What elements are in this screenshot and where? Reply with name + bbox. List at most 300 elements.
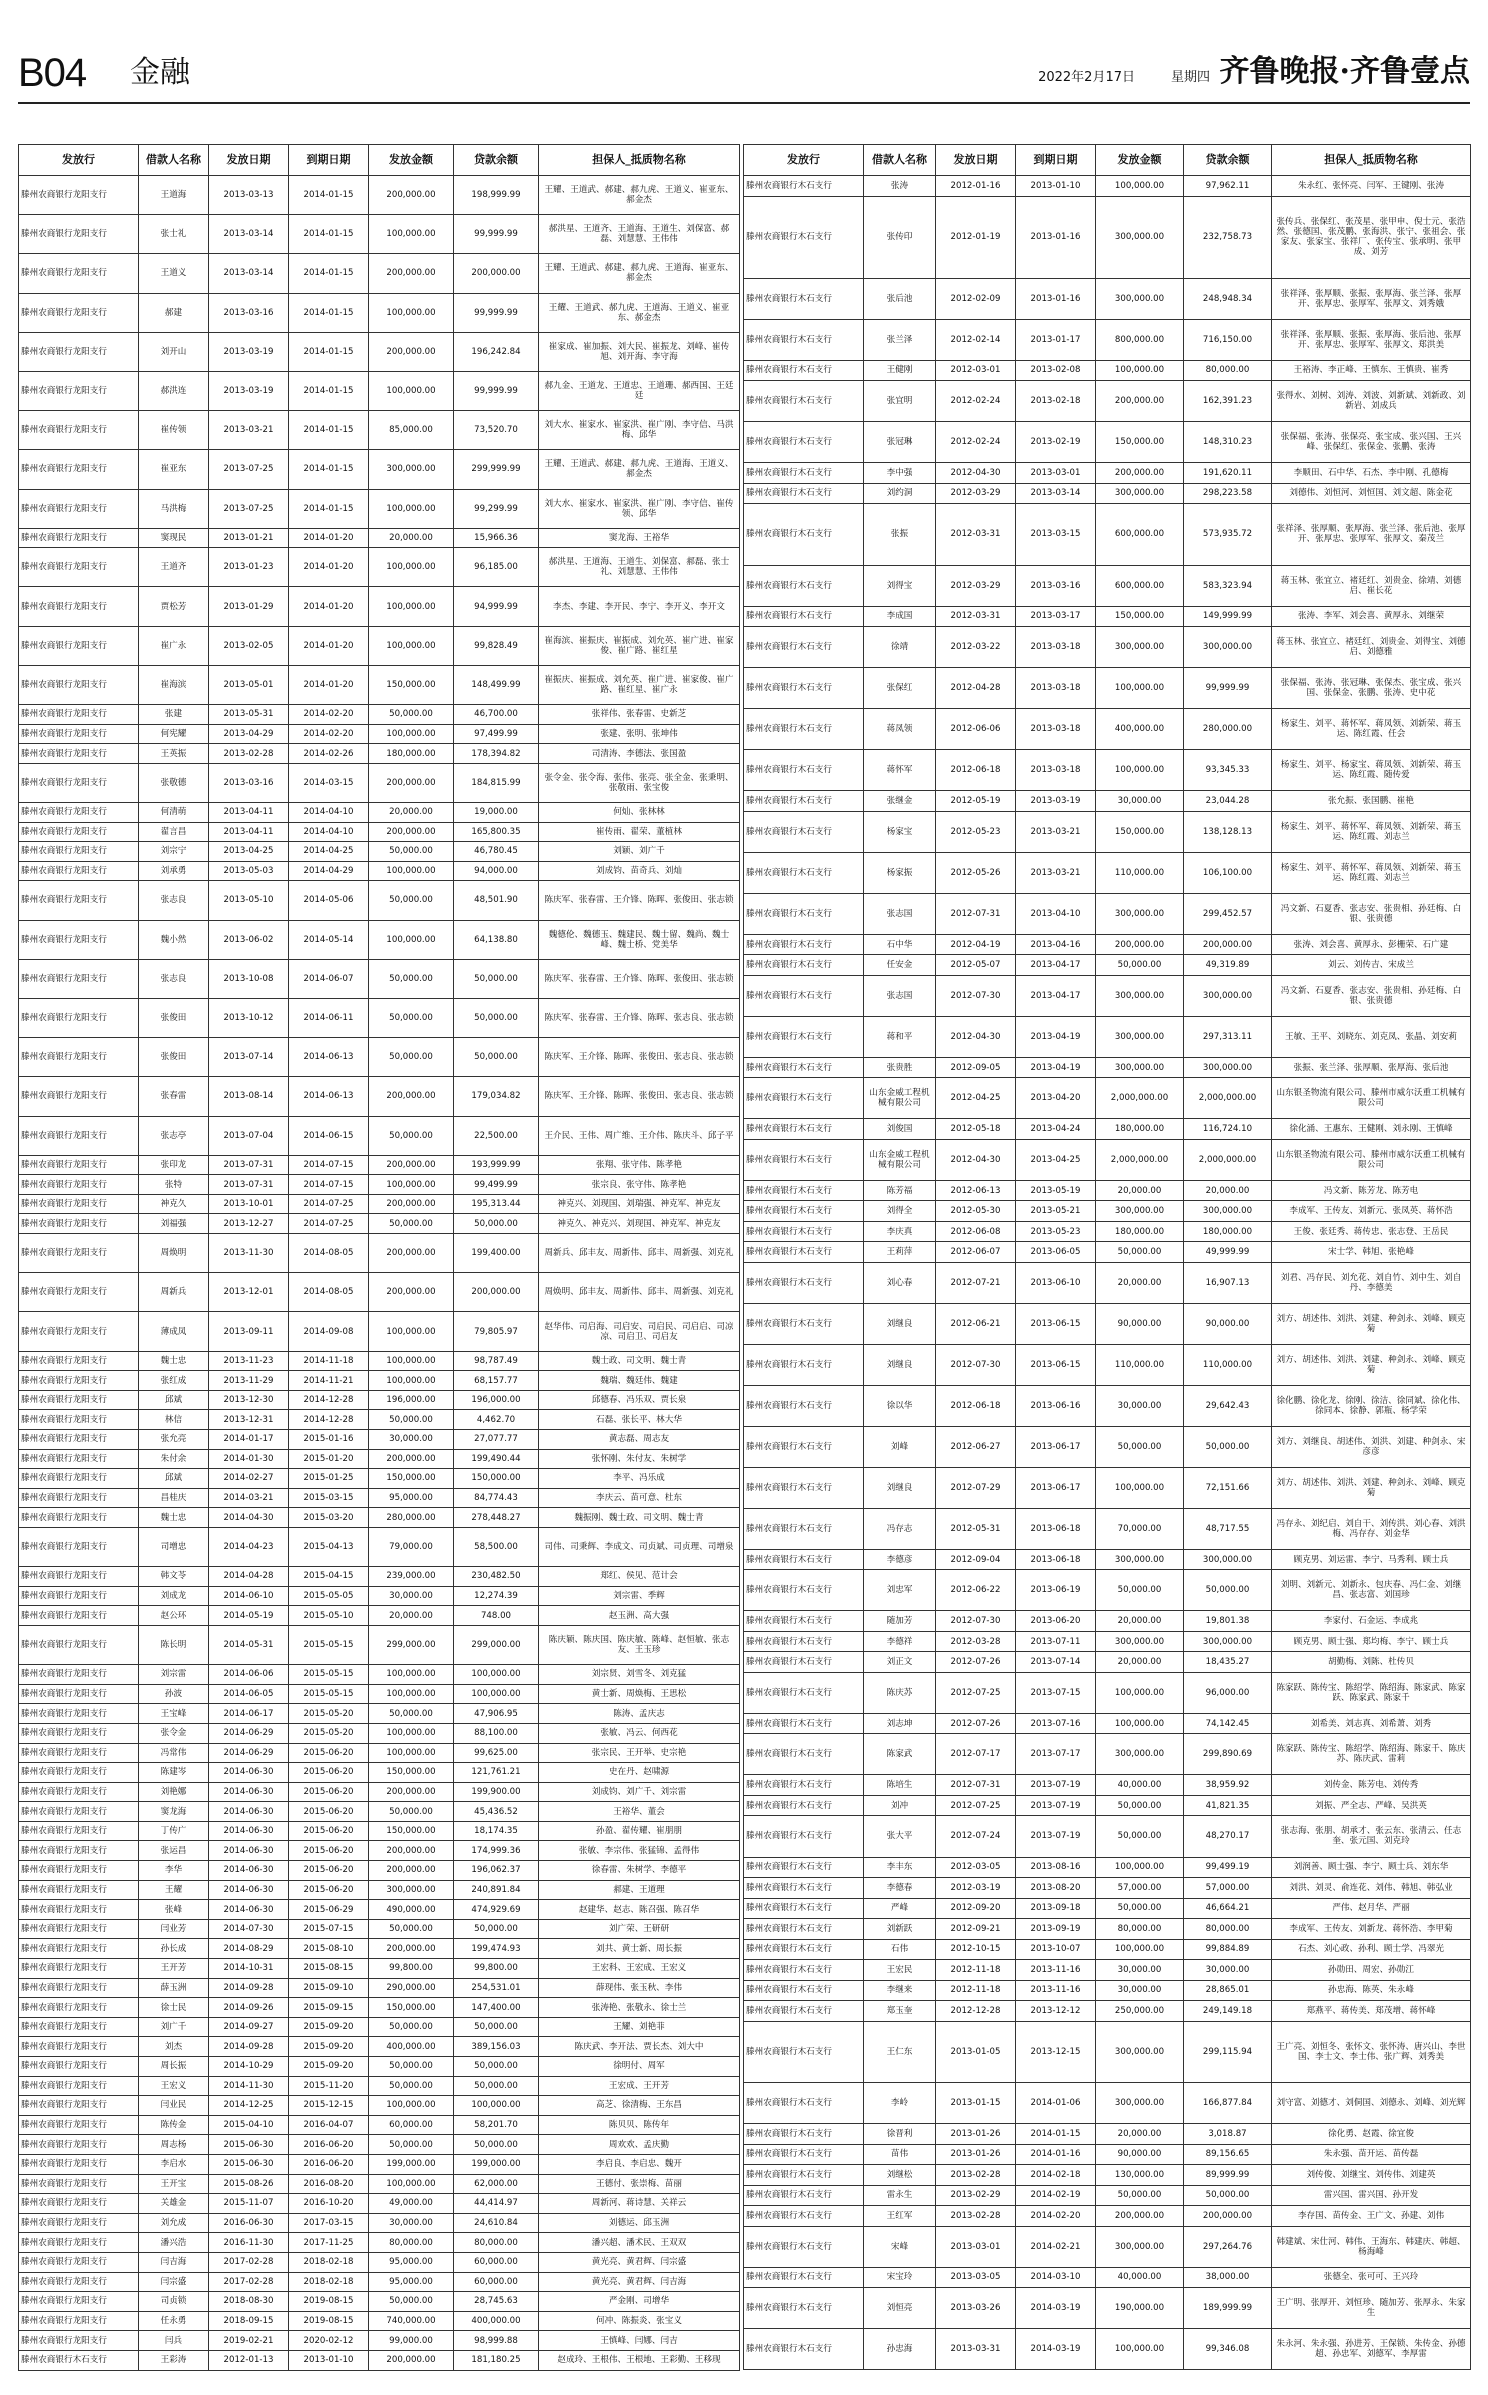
cell-due-date: 2014-05-06 xyxy=(289,881,369,920)
cell-due-date: 2014-01-15 xyxy=(289,332,369,371)
cell-issued-amount: 600,000.00 xyxy=(1096,565,1184,606)
cell-due-date: 2016-10-20 xyxy=(289,2194,369,2214)
cell-guarantor: 蒋玉林、张宜立、褚廷红、刘贵金、徐靖、刘德启、崔长花 xyxy=(1272,565,1471,606)
cell-issue-date: 2012-04-25 xyxy=(936,1078,1016,1119)
cell-guarantor: 张祥泽、张厚顺、张厚海、张兰泽、张后池、张厚开、张厚忠、张厚军、张厚文、秦茂兰 xyxy=(1272,504,1471,566)
cell-due-date: 2014-07-25 xyxy=(289,1194,369,1214)
cell-loan-balance: 50,000.00 xyxy=(454,998,539,1037)
cell-loan-balance: 200,000.00 xyxy=(1184,2206,1272,2227)
table-row xyxy=(19,1665,740,1685)
cell-issue-date: 2014-08-29 xyxy=(209,1939,289,1959)
cell-due-date: 2014-06-13 xyxy=(289,1038,369,1077)
cell-due-date: 2015-01-25 xyxy=(289,1469,369,1489)
cell-issue-date: 2012-07-26 xyxy=(936,1652,1016,1673)
cell-guarantor: 刘颖、刘广千 xyxy=(539,842,740,862)
cell-bank: 滕州农商银行龙阳支行 xyxy=(19,215,139,254)
cell-guarantor: 陈庆军、张春雷、王介锋、陈晖、张俊田、张志锁 xyxy=(539,959,740,998)
table-row xyxy=(744,565,1471,606)
cell-loan-balance: 60,000.00 xyxy=(454,2252,539,2272)
cell-guarantor: 严金刚、司增华 xyxy=(539,2292,740,2312)
cell-guarantor: 王介民、王伟、周广维、王介伟、陈庆斗、邱子平 xyxy=(539,1116,740,1155)
table-row xyxy=(19,1116,740,1155)
cell-issue-date: 2012-04-30 xyxy=(936,1139,1016,1180)
cell-issued-amount: 300,000.00 xyxy=(1096,975,1184,1016)
cell-due-date: 2015-07-15 xyxy=(289,1919,369,1939)
table-row xyxy=(19,998,740,1037)
cell-loan-balance: 193,999.99 xyxy=(454,1155,539,1175)
cell-issued-amount: 95,000.00 xyxy=(369,2252,454,2272)
cell-issue-date: 2014-07-30 xyxy=(209,1919,289,1939)
cell-issue-date: 2012-06-13 xyxy=(936,1180,1016,1201)
cell-bank: 滕州农商银行木石支行 xyxy=(744,196,864,278)
cell-guarantor: 蒋玉林、张宜立、褚廷红、刘贵金、刘得宝、刘德启、刘德雅 xyxy=(1272,627,1471,668)
cell-issue-date: 2013-04-11 xyxy=(209,822,289,842)
cell-guarantor: 郝洪星、王道齐、王道海、王道生、刘保富、郝磊、刘慧慧、王伟伟 xyxy=(539,215,740,254)
table-row xyxy=(744,750,1471,791)
cell-issued-amount: 200,000.00 xyxy=(369,332,454,371)
cell-issued-amount: 300,000.00 xyxy=(1096,1201,1184,1222)
cell-issued-amount: 200,000.00 xyxy=(369,176,454,215)
cell-borrower: 昌桂庆 xyxy=(139,1488,209,1508)
cell-issue-date: 2012-04-28 xyxy=(936,668,1016,709)
cell-borrower: 刘福强 xyxy=(139,1214,209,1234)
table-row xyxy=(19,1469,740,1489)
cell-bank: 滕州农商银行龙阳支行 xyxy=(19,1919,139,1939)
cell-issued-amount: 300,000.00 xyxy=(1096,1057,1184,1078)
cell-borrower: 蒋凤领 xyxy=(864,709,936,750)
cell-borrower: 刘承勇 xyxy=(139,861,209,881)
cell-borrower: 张后池 xyxy=(864,278,936,319)
cell-issue-date: 2014-11-30 xyxy=(209,2076,289,2096)
cell-guarantor: 王耀、刘艳菲 xyxy=(539,2017,740,2037)
cell-loan-balance: 110,000.00 xyxy=(1184,1344,1272,1385)
table-row xyxy=(19,1606,740,1626)
cell-bank: 滕州农商银行木石支行 xyxy=(744,504,864,566)
cell-due-date: 2014-07-25 xyxy=(289,1214,369,1234)
cell-issued-amount: 200,000.00 xyxy=(369,1449,454,1469)
cell-issued-amount: 30,000.00 xyxy=(369,1430,454,1450)
cell-guarantor: 王耀、王道武、郝建、郝九虎、王道海、王道义、郝金杰 xyxy=(539,450,740,489)
cell-loan-balance: 50,000.00 xyxy=(1184,2185,1272,2206)
cell-issued-amount: 200,000.00 xyxy=(369,254,454,293)
cell-issue-date: 2013-03-14 xyxy=(209,215,289,254)
cell-loan-balance: 99,625.00 xyxy=(454,1743,539,1763)
cell-loan-balance: 50,000.00 xyxy=(454,1919,539,1939)
table-row xyxy=(19,2154,740,2174)
cell-bank: 滕州农商银行木石支行 xyxy=(744,1426,864,1467)
cell-loan-balance: 23,044.28 xyxy=(1184,791,1272,812)
cell-issue-date: 2013-07-25 xyxy=(209,450,289,489)
table-row xyxy=(744,893,1471,934)
table-row xyxy=(19,920,740,959)
cell-borrower: 张大平 xyxy=(864,1816,936,1857)
cell-bank: 滕州农商银行龙阳支行 xyxy=(19,1508,139,1528)
cell-guarantor: 张宗民、王开举、史宗艳 xyxy=(539,1743,740,1763)
cell-loan-balance: 98,999.88 xyxy=(454,2331,539,2351)
cell-bank: 滕州农商银行木石支行 xyxy=(744,2001,864,2022)
cell-issue-date: 2012-03-29 xyxy=(936,565,1016,606)
cell-loan-balance: 50,000.00 xyxy=(454,2057,539,2077)
cell-loan-balance: 99,999.99 xyxy=(454,293,539,332)
table-row xyxy=(744,483,1471,504)
table-row xyxy=(19,1194,740,1214)
cell-borrower: 山东金威工程机械有限公司 xyxy=(864,1139,936,1180)
cell-due-date: 2013-04-25 xyxy=(1016,1139,1096,1180)
cell-bank: 滕州农商银行木石支行 xyxy=(744,1816,864,1857)
cell-issued-amount: 20,000.00 xyxy=(369,528,454,548)
cell-due-date: 2015-08-15 xyxy=(289,1959,369,1979)
cell-issue-date: 2015-08-26 xyxy=(209,2174,289,2194)
cell-issued-amount: 30,000.00 xyxy=(1096,791,1184,812)
cell-issued-amount: 100,000.00 xyxy=(369,215,454,254)
cell-bank: 滕州农商银行龙阳支行 xyxy=(19,2292,139,2312)
cell-issued-amount: 100,000.00 xyxy=(369,1312,454,1351)
cell-issued-amount: 20,000.00 xyxy=(1096,1180,1184,1201)
cell-bank: 滕州农商银行龙阳支行 xyxy=(19,1175,139,1195)
cell-due-date: 2015-06-29 xyxy=(289,1900,369,1920)
cell-borrower: 邱斌 xyxy=(139,1390,209,1410)
cell-issued-amount: 100,000.00 xyxy=(369,1175,454,1195)
table-row xyxy=(19,1371,740,1391)
cell-issued-amount: 100,000.00 xyxy=(1096,1939,1184,1960)
cell-issued-amount: 30,000.00 xyxy=(1096,1980,1184,2001)
cell-bank: 滕州农商银行木石支行 xyxy=(744,2185,864,2206)
cell-guarantor: 雷兴国、雷兴国、孙开发 xyxy=(1272,2185,1471,2206)
cell-borrower: 陈传金 xyxy=(139,2115,209,2135)
cell-due-date: 2014-02-18 xyxy=(1016,2165,1096,2186)
table-row xyxy=(744,360,1471,381)
cell-due-date: 2014-07-15 xyxy=(289,1155,369,1175)
cell-due-date: 2015-09-10 xyxy=(289,1978,369,1998)
cell-issue-date: 2014-06-06 xyxy=(209,1665,289,1685)
table-row xyxy=(744,606,1471,627)
cell-issued-amount: 180,000.00 xyxy=(1096,1221,1184,1242)
column-header-issued-amount: 发放金额 xyxy=(1096,145,1184,176)
cell-due-date: 2015-05-10 xyxy=(289,1606,369,1626)
cell-due-date: 2013-06-17 xyxy=(1016,1426,1096,1467)
cell-bank: 滕州农商银行木石支行 xyxy=(744,2165,864,2186)
cell-due-date: 2015-06-20 xyxy=(289,1841,369,1861)
cell-due-date: 2013-04-19 xyxy=(1016,1057,1096,1078)
cell-borrower: 刘宗雷 xyxy=(139,1665,209,1685)
cell-due-date: 2019-08-15 xyxy=(289,2292,369,2312)
cell-bank: 滕州农商银行木石支行 xyxy=(744,2206,864,2227)
cell-bank: 滕州农商银行龙阳支行 xyxy=(19,803,139,823)
cell-loan-balance: 50,000.00 xyxy=(1184,1570,1272,1611)
cell-bank: 滕州农商银行龙阳支行 xyxy=(19,1978,139,1998)
cell-issued-amount: 100,000.00 xyxy=(369,626,454,665)
table-row xyxy=(19,1449,740,1469)
table-row xyxy=(744,2185,1471,2206)
table-row xyxy=(744,319,1471,360)
cell-loan-balance: 4,462.70 xyxy=(454,1410,539,1430)
cell-loan-balance: 299,452.57 xyxy=(1184,893,1272,934)
cell-bank: 滕州农商银行木石支行 xyxy=(744,1980,864,2001)
cell-issued-amount: 30,000.00 xyxy=(1096,1960,1184,1981)
cell-issued-amount: 200,000.00 xyxy=(369,1782,454,1802)
table-row xyxy=(19,2272,740,2292)
cell-loan-balance: 80,000.00 xyxy=(1184,360,1272,381)
cell-borrower: 张志国 xyxy=(864,893,936,934)
cell-issue-date: 2014-06-29 xyxy=(209,1743,289,1763)
table-row xyxy=(19,665,740,704)
cell-guarantor: 张宗良、张守伟、陈孝艳 xyxy=(539,1175,740,1195)
cell-issue-date: 2015-06-30 xyxy=(209,2154,289,2174)
table-row xyxy=(19,1880,740,1900)
table-row xyxy=(744,627,1471,668)
cell-issue-date: 2014-06-30 xyxy=(209,1763,289,1783)
cell-due-date: 2015-05-15 xyxy=(289,1684,369,1704)
cell-due-date: 2015-09-20 xyxy=(289,2017,369,2037)
table-row xyxy=(744,1960,1471,1981)
cell-guarantor: 何灿、张林林 xyxy=(539,803,740,823)
cell-bank: 滕州农商银行龙阳支行 xyxy=(19,1214,139,1234)
column-header-borrower: 借款人名称 xyxy=(139,145,209,176)
cell-issued-amount: 250,000.00 xyxy=(1096,2001,1184,2022)
table-row xyxy=(19,1763,740,1783)
table-row xyxy=(744,1857,1471,1878)
table-row xyxy=(19,2057,740,2077)
cell-loan-balance: 89,999.99 xyxy=(1184,2165,1272,2186)
cell-issued-amount: 110,000.00 xyxy=(1096,852,1184,893)
cell-bank: 滕州农商银行龙阳支行 xyxy=(19,1704,139,1724)
cell-issued-amount: 150,000.00 xyxy=(1096,811,1184,852)
cell-bank: 滕州农商银行木石支行 xyxy=(744,1652,864,1673)
table-row xyxy=(19,2292,740,2312)
cell-loan-balance: 99,999.99 xyxy=(454,215,539,254)
cell-bank: 滕州农商银行木石支行 xyxy=(744,1385,864,1426)
cell-loan-balance: 50,000.00 xyxy=(454,1038,539,1077)
cell-due-date: 2018-02-18 xyxy=(289,2272,369,2292)
cell-issue-date: 2014-06-30 xyxy=(209,1802,289,1822)
cell-guarantor: 刘守富、刘德才、刘侗国、刘德永、刘峰、刘光辉 xyxy=(1272,2083,1471,2124)
column-header-loan-balance: 贷款余额 xyxy=(454,145,539,176)
table-row xyxy=(744,709,1471,750)
cell-bank: 滕州农商银行木石支行 xyxy=(744,463,864,484)
cell-borrower: 刘继良 xyxy=(864,1344,936,1385)
table-row xyxy=(19,1802,740,1822)
cell-loan-balance: 44,414.97 xyxy=(454,2194,539,2214)
cell-bank: 滕州农商银行龙阳支行 xyxy=(19,2096,139,2116)
cell-due-date: 2013-05-19 xyxy=(1016,1180,1096,1201)
cell-due-date: 2013-04-24 xyxy=(1016,1119,1096,1140)
table-row xyxy=(19,332,740,371)
cell-issue-date: 2013-11-29 xyxy=(209,1371,289,1391)
cell-guarantor: 孙盈、翟传耀、崔朋朋 xyxy=(539,1821,740,1841)
cell-bank: 滕州农商银行龙阳支行 xyxy=(19,293,139,332)
cell-guarantor: 刘传金、陈芳电、刘传秀 xyxy=(1272,1775,1471,1796)
cell-issue-date: 2012-03-28 xyxy=(936,1631,1016,1652)
cell-issue-date: 2012-11-18 xyxy=(936,1980,1016,2001)
cell-loan-balance: 64,138.80 xyxy=(454,920,539,959)
cell-bank: 滕州农商银行龙阳支行 xyxy=(19,1684,139,1704)
cell-issue-date: 2012-07-17 xyxy=(936,1734,1016,1775)
cell-loan-balance: 38,000.00 xyxy=(1184,2267,1272,2288)
table-row xyxy=(744,1180,1471,1201)
cell-borrower: 张敬德 xyxy=(139,763,209,802)
cell-borrower: 马洪梅 xyxy=(139,489,209,528)
cell-guarantor: 刘宗贤、刘雪冬、刘克猛 xyxy=(539,1665,740,1685)
cell-due-date: 2016-08-20 xyxy=(289,2174,369,2194)
cell-issued-amount: 100,000.00 xyxy=(369,1743,454,1763)
cell-issued-amount: 50,000.00 xyxy=(369,842,454,862)
cell-due-date: 2014-03-15 xyxy=(289,763,369,802)
cell-borrower: 窦现民 xyxy=(139,528,209,548)
cell-issue-date: 2012-06-07 xyxy=(936,1242,1016,1263)
cell-due-date: 2013-01-17 xyxy=(1016,319,1096,360)
cell-issue-date: 2012-07-26 xyxy=(936,1713,1016,1734)
cell-issue-date: 2013-02-28 xyxy=(209,744,289,764)
cell-issue-date: 2012-07-24 xyxy=(936,1816,1016,1857)
cell-issued-amount: 300,000.00 xyxy=(1096,1631,1184,1652)
cell-loan-balance: 94,000.00 xyxy=(454,861,539,881)
cell-issued-amount: 400,000.00 xyxy=(1096,709,1184,750)
cell-due-date: 2013-11-16 xyxy=(1016,1960,1096,1981)
cell-borrower: 周长振 xyxy=(139,2057,209,2077)
cell-guarantor: 刘振、严全志、严峰、吴洪英 xyxy=(1272,1795,1471,1816)
cell-issued-amount: 100,000.00 xyxy=(369,489,454,528)
cell-borrower: 薛玉洲 xyxy=(139,1978,209,1998)
cell-issued-amount: 100,000.00 xyxy=(369,548,454,587)
cell-bank: 滕州农商银行龙阳支行 xyxy=(19,763,139,802)
cell-bank: 滕州农商银行木石支行 xyxy=(744,1201,864,1222)
cell-issue-date: 2013-03-01 xyxy=(936,2226,1016,2267)
cell-issue-date: 2014-04-28 xyxy=(209,1567,289,1587)
table-row xyxy=(744,2329,1471,2370)
cell-guarantor: 司清涛、李德法、张国盈 xyxy=(539,744,740,764)
cell-issued-amount: 300,000.00 xyxy=(1096,1734,1184,1775)
table-row xyxy=(19,724,740,744)
cell-guarantor: 刘大水、崔家水、崔家洪、崔广刚、李守信、马洪梅、邱华 xyxy=(539,411,740,450)
cell-due-date: 2013-04-16 xyxy=(1016,934,1096,955)
cell-bank: 滕州农商银行龙阳支行 xyxy=(19,998,139,1037)
cell-guarantor: 李存国、苗传金、王广文、孙建、刘伟 xyxy=(1272,2206,1471,2227)
cell-bank: 滕州农商银行木石支行 xyxy=(744,1611,864,1632)
table-row xyxy=(744,2144,1471,2165)
cell-bank: 滕州农商银行木石支行 xyxy=(744,1878,864,1899)
cell-bank: 滕州农商银行龙阳支行 xyxy=(19,1625,139,1664)
cell-issued-amount: 50,000.00 xyxy=(1096,1795,1184,1816)
cell-issued-amount: 50,000.00 xyxy=(369,959,454,998)
cell-guarantor: 刘润善、顾士强、李宁、顾士兵、刘东华 xyxy=(1272,1857,1471,1878)
cell-guarantor: 陈庆军、王介锋、陈晖、张俊田、张志良、张志锁 xyxy=(539,1077,740,1116)
cell-borrower: 崔亚东 xyxy=(139,450,209,489)
table-row xyxy=(744,1631,1471,1652)
cell-issue-date: 2013-02-05 xyxy=(209,626,289,665)
cell-bank: 滕州农商银行木石支行 xyxy=(744,422,864,463)
cell-due-date: 2015-01-20 xyxy=(289,1449,369,1469)
cell-guarantor: 刘宗雷、季辉 xyxy=(539,1586,740,1606)
cell-borrower: 冯存志 xyxy=(864,1508,936,1549)
cell-issued-amount: 85,000.00 xyxy=(369,411,454,450)
table-row xyxy=(19,744,740,764)
cell-guarantor: 魏瑞、魏廷伟、魏建 xyxy=(539,1371,740,1391)
header-rule xyxy=(18,102,1470,104)
cell-borrower: 张建 xyxy=(139,705,209,725)
cell-guarantor: 杨家生、刘平、蒋怀军、蒋凤领、刘新荣、蒋玉运、陈红霞、刘志兰 xyxy=(1272,852,1471,893)
cell-borrower: 刘宗宁 xyxy=(139,842,209,862)
cell-guarantor: 杨家生、刘平、杨家宝、蒋凤领、刘新荣、蒋玉运、陈红霞、随传爱 xyxy=(1272,750,1471,791)
cell-borrower: 蒋怀军 xyxy=(864,750,936,791)
cell-borrower: 崔广永 xyxy=(139,626,209,665)
table-row xyxy=(744,975,1471,1016)
cell-guarantor: 张传兵、张保红、张茂星、张甲申、倪士元、张浩然、张德国、张茂鹏、张海洪、张宁、张祖会、张家友、张家宝、张祥厂、张传宝、张承明、张甲成、刘芳 xyxy=(1272,196,1471,278)
cell-borrower: 王道齐 xyxy=(139,548,209,587)
table-header-row xyxy=(19,145,740,176)
cell-issued-amount: 95,000.00 xyxy=(369,1488,454,1508)
cell-bank: 滕州农商银行龙阳支行 xyxy=(19,959,139,998)
cell-due-date: 2014-06-11 xyxy=(289,998,369,1037)
table-row xyxy=(19,1625,740,1664)
cell-issue-date: 2012-01-13 xyxy=(209,2350,289,2370)
column-header-issue-date: 发放日期 xyxy=(209,145,289,176)
cell-issue-date: 2014-04-23 xyxy=(209,1527,289,1566)
cell-issue-date: 2014-04-30 xyxy=(209,1508,289,1528)
cell-bank: 滕州农商银行木石支行 xyxy=(744,319,864,360)
table-row xyxy=(19,1978,740,1998)
cell-issue-date: 2013-03-31 xyxy=(936,2329,1016,2370)
table-row xyxy=(744,1919,1471,1940)
cell-guarantor: 黄光亮、黄君辉、闫宗盛 xyxy=(539,2252,740,2272)
cell-guarantor: 刘成钧、刘广千、刘宗雷 xyxy=(539,1782,740,1802)
table-row xyxy=(19,1723,740,1743)
cell-borrower: 林信 xyxy=(139,1410,209,1430)
cell-issue-date: 2014-03-21 xyxy=(209,1488,289,1508)
cell-loan-balance: 121,761.21 xyxy=(454,1763,539,1783)
cell-bank: 滕州农商银行龙阳支行 xyxy=(19,371,139,410)
cell-issue-date: 2012-04-30 xyxy=(936,1016,1016,1057)
cell-borrower: 刘允成 xyxy=(139,2213,209,2233)
cell-due-date: 2014-12-28 xyxy=(289,1410,369,1430)
cell-issue-date: 2013-01-21 xyxy=(209,528,289,548)
cell-due-date: 2015-09-20 xyxy=(289,2057,369,2077)
cell-bank: 滕州农商银行木石支行 xyxy=(744,1180,864,1201)
cell-bank: 滕州农商银行木石支行 xyxy=(744,2288,864,2329)
cell-loan-balance: 28,865.01 xyxy=(1184,1980,1272,2001)
cell-bank: 滕州农商银行龙阳支行 xyxy=(19,450,139,489)
cell-loan-balance: 199,400.00 xyxy=(454,1234,539,1273)
cell-borrower: 刘继良 xyxy=(864,1467,936,1508)
cell-loan-balance: 300,000.00 xyxy=(1184,1201,1272,1222)
cell-issued-amount: 50,000.00 xyxy=(1096,2185,1184,2206)
table-row xyxy=(744,196,1471,278)
cell-loan-balance: 46,780.45 xyxy=(454,842,539,862)
cell-bank: 滕州农商银行木石支行 xyxy=(744,1508,864,1549)
cell-issue-date: 2012-12-28 xyxy=(936,2001,1016,2022)
cell-bank: 滕州农商银行龙阳支行 xyxy=(19,2017,139,2037)
cell-borrower: 张传印 xyxy=(864,196,936,278)
cell-bank: 滕州农商银行木石支行 xyxy=(744,975,864,1016)
cell-loan-balance: 15,966.36 xyxy=(454,528,539,548)
cell-issue-date: 2013-03-05 xyxy=(936,2267,1016,2288)
cell-loan-balance: 27,077.77 xyxy=(454,1430,539,1450)
cell-issued-amount: 50,000.00 xyxy=(1096,1898,1184,1919)
cell-guarantor: 张允振、张国鹏、崔艳 xyxy=(1272,791,1471,812)
issue-date: 2022年2月17日 xyxy=(1038,70,1135,85)
cell-bank: 滕州农商银行龙阳支行 xyxy=(19,1351,139,1371)
cell-issue-date: 2014-06-29 xyxy=(209,1723,289,1743)
cell-bank: 滕州农商银行木石支行 xyxy=(744,1344,864,1385)
cell-due-date: 2014-03-10 xyxy=(1016,2267,1096,2288)
cell-loan-balance: 232,758.73 xyxy=(1184,196,1272,278)
table-row xyxy=(744,2165,1471,2186)
cell-issued-amount: 2,000,000.00 xyxy=(1096,1078,1184,1119)
cell-borrower: 王宝峰 xyxy=(139,1704,209,1724)
cell-borrower: 石中华 xyxy=(864,934,936,955)
cell-guarantor: 张涛、刘会喜、黄厚永、彭栅荣、石广建 xyxy=(1272,934,1471,955)
cell-due-date: 2014-01-15 xyxy=(289,215,369,254)
cell-issued-amount: 200,000.00 xyxy=(1096,463,1184,484)
